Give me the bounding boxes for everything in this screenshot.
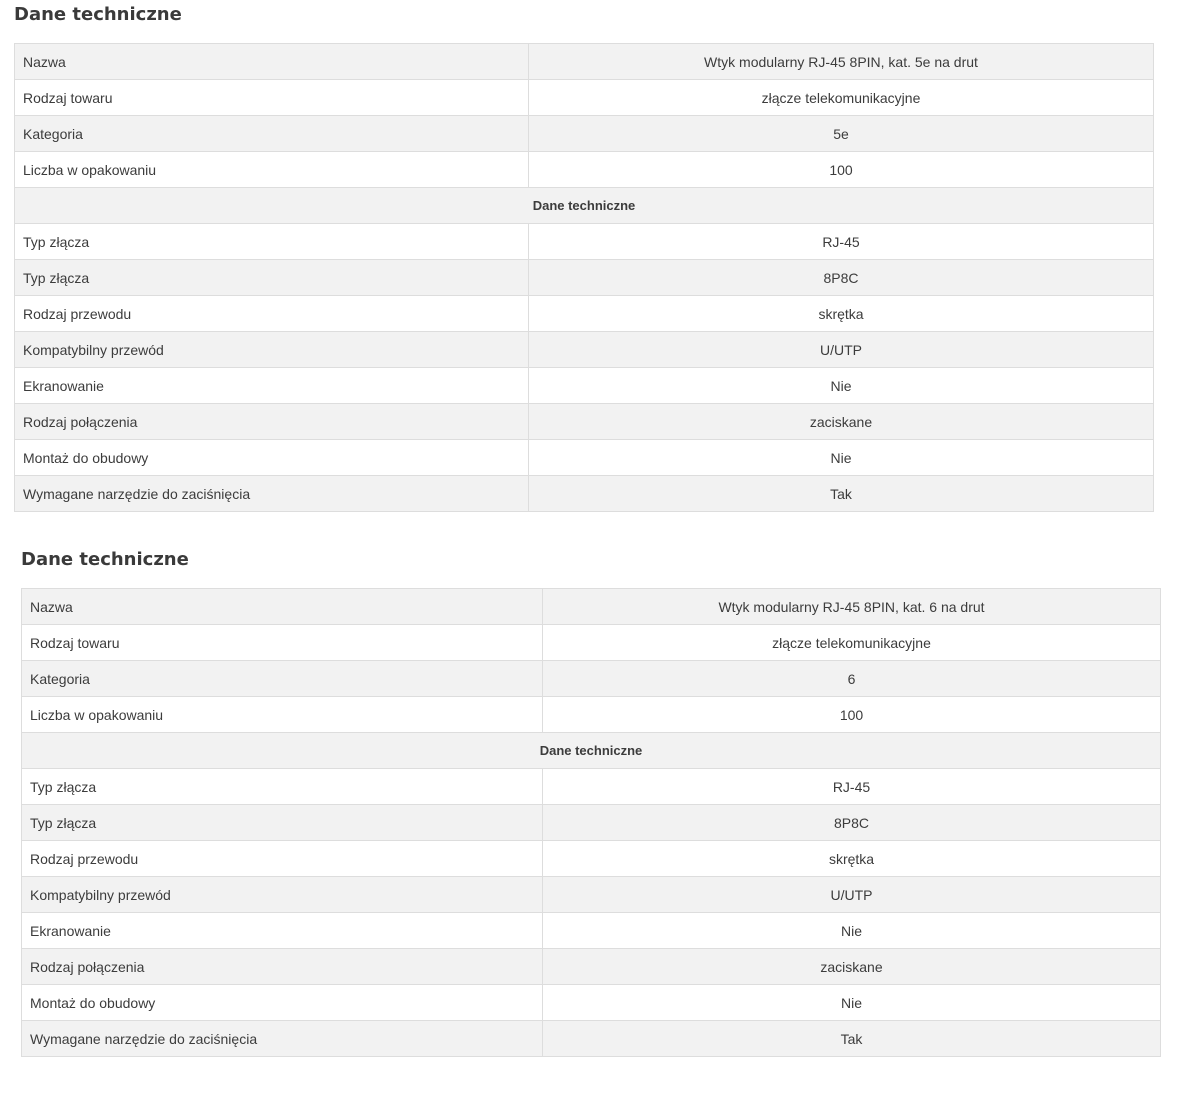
spec-section-cat5e <box>14 0 1154 512</box>
table-row <box>22 625 1161 661</box>
table-row <box>15 440 1154 476</box>
table-row <box>22 805 1161 841</box>
row-label: Kompatybilny przewód <box>22 877 543 913</box>
table-row <box>22 949 1161 985</box>
table-row <box>22 841 1161 877</box>
row-label: Montaż do obudowy <box>22 985 543 1021</box>
row-label: Kategoria <box>15 116 529 152</box>
table-group-header-row <box>22 733 1161 769</box>
row-label: Liczba w opakowaniu <box>15 152 529 188</box>
table-row <box>15 296 1154 332</box>
group-header: Dane techniczne <box>22 733 1161 769</box>
row-label: Typ złącza <box>22 769 543 805</box>
row-label: Rodzaj towaru <box>15 80 529 116</box>
row-label: Rodzaj połączenia <box>15 404 529 440</box>
row-value: Wtyk modularny RJ-45 8PIN, kat. 5e na drut <box>529 44 1154 80</box>
spec-table <box>21 588 1161 1057</box>
row-value: skrętka <box>543 841 1161 877</box>
row-value: złącze telekomunikacyjne <box>543 625 1161 661</box>
table-row <box>22 985 1161 1021</box>
spec-table <box>14 43 1154 512</box>
table-row <box>15 224 1154 260</box>
row-label: Kategoria <box>22 661 543 697</box>
group-header: Dane techniczne <box>15 188 1154 224</box>
row-label: Typ złącza <box>15 260 529 296</box>
row-value: 8P8C <box>543 805 1161 841</box>
section-title: Dane techniczne <box>21 549 189 570</box>
table-row <box>15 332 1154 368</box>
spec-section-cat6 <box>21 545 1161 1057</box>
table-group-header-row <box>15 188 1154 224</box>
row-label: Liczba w opakowaniu <box>22 697 543 733</box>
table-row <box>15 368 1154 404</box>
row-label: Rodzaj przewodu <box>22 841 543 877</box>
table-row <box>15 44 1154 80</box>
row-label: Nazwa <box>15 44 529 80</box>
row-value: RJ-45 <box>529 224 1154 260</box>
row-value: Tak <box>543 1021 1161 1057</box>
row-value: U/UTP <box>529 332 1154 368</box>
table-row <box>15 80 1154 116</box>
row-label: Wymagane narzędzie do zaciśnięcia <box>15 476 529 512</box>
row-label: Rodzaj towaru <box>22 625 543 661</box>
row-label: Rodzaj przewodu <box>15 296 529 332</box>
table-row <box>22 877 1161 913</box>
row-value: Tak <box>529 476 1154 512</box>
table-row <box>22 1021 1161 1057</box>
table-row <box>15 260 1154 296</box>
row-value: Nie <box>543 985 1161 1021</box>
table-row <box>15 476 1154 512</box>
row-value: 6 <box>543 661 1161 697</box>
row-label: Ekranowanie <box>15 368 529 404</box>
section-title: Dane techniczne <box>14 4 182 25</box>
row-label: Rodzaj połączenia <box>22 949 543 985</box>
row-value: 8P8C <box>529 260 1154 296</box>
row-label: Ekranowanie <box>22 913 543 949</box>
row-value: RJ-45 <box>543 769 1161 805</box>
row-value: U/UTP <box>543 877 1161 913</box>
row-value: 5e <box>529 116 1154 152</box>
row-label: Nazwa <box>22 589 543 625</box>
row-label: Wymagane narzędzie do zaciśnięcia <box>22 1021 543 1057</box>
table-row <box>22 589 1161 625</box>
row-value: Nie <box>543 913 1161 949</box>
table-row <box>22 913 1161 949</box>
table-row <box>15 116 1154 152</box>
row-value: złącze telekomunikacyjne <box>529 80 1154 116</box>
row-value: Nie <box>529 368 1154 404</box>
row-value: 100 <box>529 152 1154 188</box>
table-row <box>22 769 1161 805</box>
table-row <box>15 152 1154 188</box>
row-value: 100 <box>543 697 1161 733</box>
table-row <box>15 404 1154 440</box>
row-label: Typ złącza <box>22 805 543 841</box>
row-value: Nie <box>529 440 1154 476</box>
row-value: zaciskane <box>543 949 1161 985</box>
row-value: skrętka <box>529 296 1154 332</box>
table-row <box>22 661 1161 697</box>
row-label: Montaż do obudowy <box>15 440 529 476</box>
table-row <box>22 697 1161 733</box>
row-value: Wtyk modularny RJ-45 8PIN, kat. 6 na drut <box>543 589 1161 625</box>
row-label: Kompatybilny przewód <box>15 332 529 368</box>
row-value: zaciskane <box>529 404 1154 440</box>
row-label: Typ złącza <box>15 224 529 260</box>
